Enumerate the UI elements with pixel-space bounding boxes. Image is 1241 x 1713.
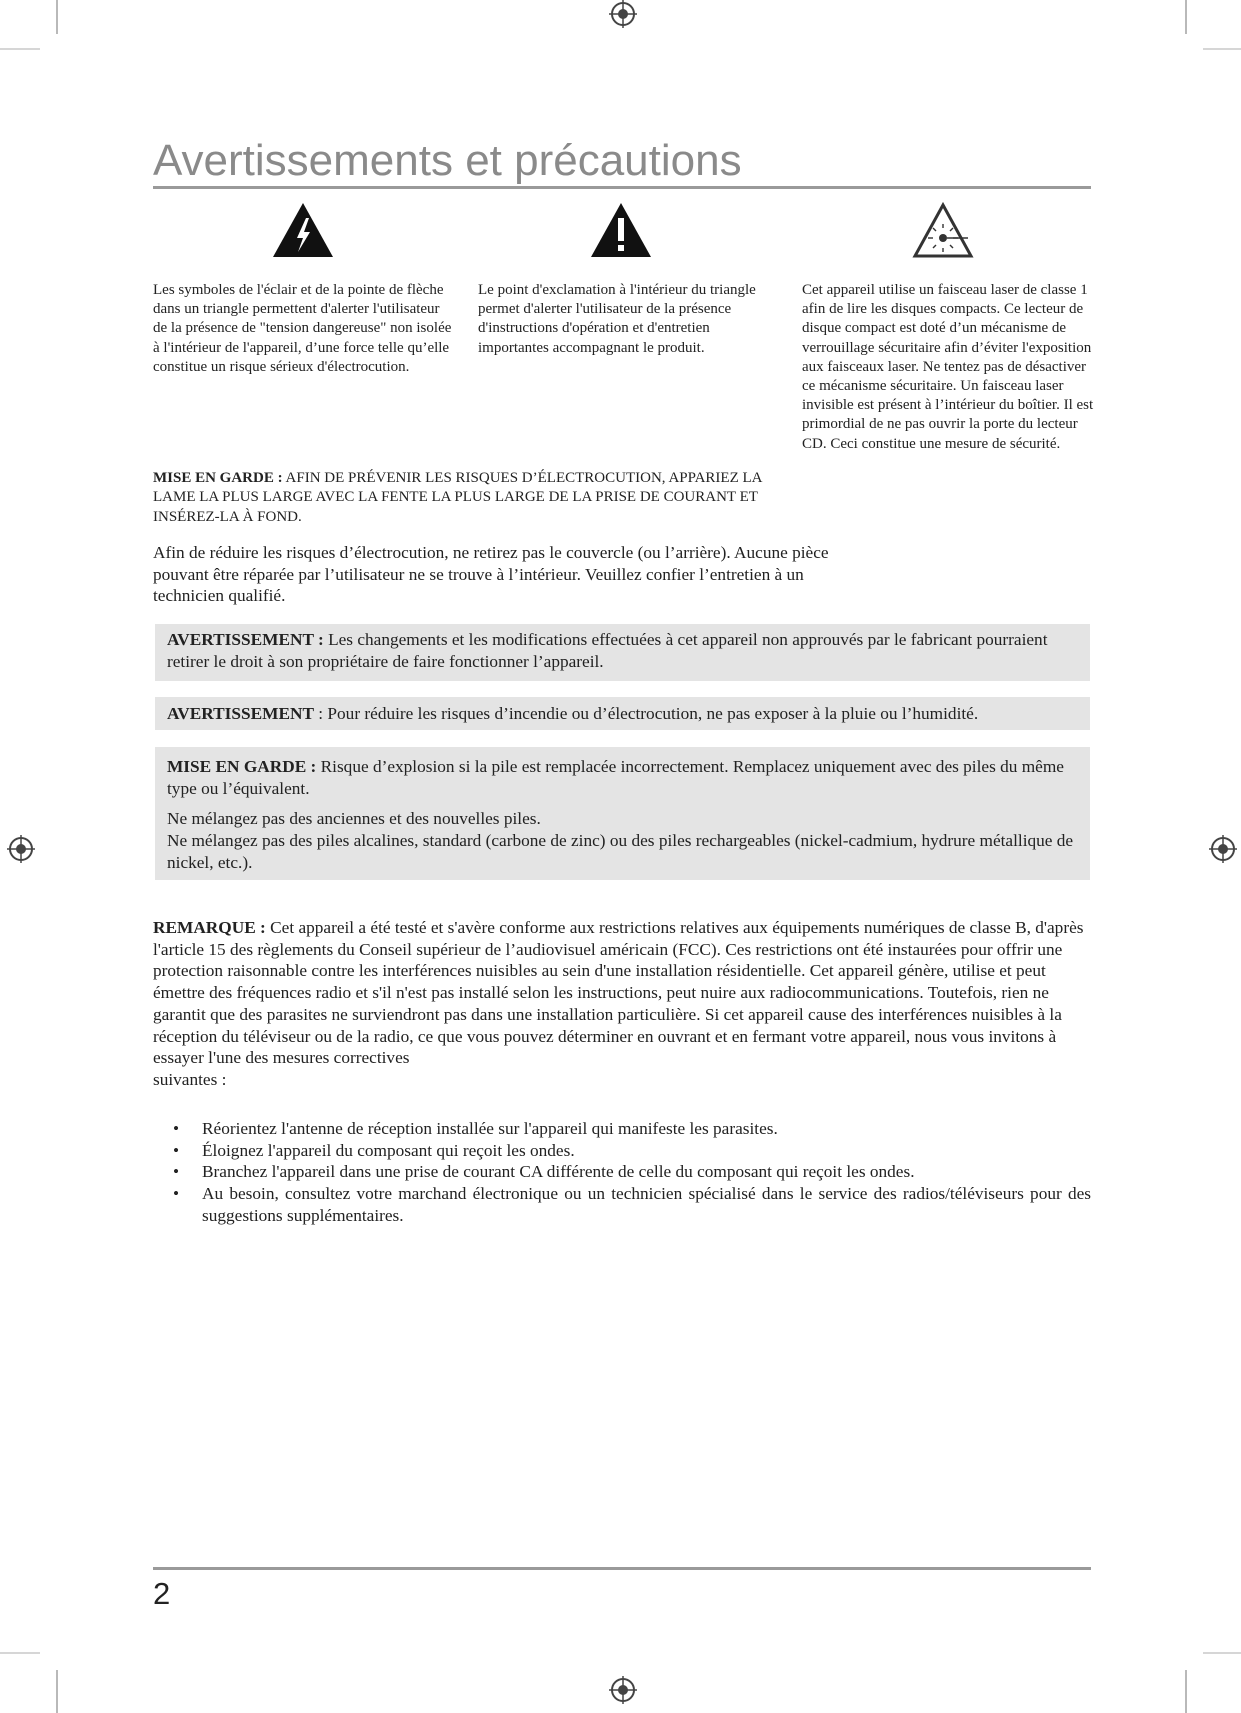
- laser-warning-icon: [910, 200, 976, 260]
- warning-modifications-label: AVERTISSEMENT :: [167, 630, 324, 649]
- registration-mark-icon: [606, 1672, 640, 1706]
- crop-mark: [1203, 48, 1241, 50]
- lightning-symbol-description: Les symboles de l'éclair et de la pointe de flèche dans un triangle permettent d'alerter l'utilisateur de la présence de "tension dangereuse" non isolée à l'intérieur de l'appareil, d’une force telle qu’elle constitue un risque sérieux d'électrocution.: [153, 282, 452, 375]
- warning-moisture-label: AVERTISSEMENT: [167, 704, 314, 723]
- lightning-warning-icon: [270, 200, 336, 260]
- page-title: Avertissements et précautions: [153, 136, 742, 185]
- registration-mark-icon: [1206, 832, 1240, 866]
- list-item: • Éloignez l'appareil du composant qui reçoit les ondes.: [173, 1140, 575, 1160]
- crop-mark: [0, 48, 40, 50]
- remark-text-end: suivantes :: [153, 1069, 227, 1089]
- remark-text: Cet appareil a été testé et s'avère conforme aux restrictions relatives aux équipements numériques de classe B, d'après l'article 15 des règlements du Conseil supérieur de l’audiovisuel américain (FCC). Ces restrictions ont été instaurées pour offrir une protection raisonnable contre les interférences nuisibles au sein d'une installation résidentielle. Cet appareil génère, utilise et peut émettre des fréquences radio et s'il n'est pas installé selon les instructions, peut nuire aux radiocommunications. Toutefois, rien ne garantit que des parasites ne surviendront pas dans une installation particulière. Si cet appareil cause des interférences nuisibles à la réception du téléviseur ou de la radio, ce que vous pouvez déterminer en ouvrant et en fermant votre appareil, nous vous invitons à essayer l'une des mesures correctives: [153, 918, 1084, 1068]
- list-item: • Réorientez l'antenne de réception installée sur l'appareil qui manifeste les parasites.: [173, 1119, 778, 1138]
- laser-symbol-description: Cet appareil utilise un faisceau laser de classe 1 afin de lire les disques compacts. Ce lecteur de disque compact est doté d’un mécanisme de verrouillage sécuritaire afin d’éviter l'exposition aux faisceaux laser. Ne tentez pas de désactiver ce mécanisme sécuritaire. Un faisceau laser invisible est présent à l’intérieur du boîtier. Il est primordial de ne pas ouvrir la porte du lecteur CD. Ceci constitue une mesure de sécurité.: [802, 282, 1094, 452]
- caution-plug-label: MISE EN GARDE :: [153, 470, 283, 486]
- registration-mark-icon: [606, 0, 640, 34]
- crop-mark: [1185, 1670, 1187, 1713]
- caution-battery-line2: Ne mélangez pas des anciennes et des nouvelles piles.: [167, 809, 541, 829]
- cover-paragraph: Afin de réduire les risques d’électrocution, ne retirez pas le couvercle (ou l’arrière). Aucune pièce pouvant être réparée par l’utilisateur ne se trouve à l’intérieur. Veuillez confier l’entretien à un technicien qualifié.: [153, 543, 829, 606]
- crop-mark: [0, 1652, 40, 1654]
- caution-battery-line3: Ne mélangez pas des piles alcalines, standard (carbone de zinc) ou des piles rechargeables (nickel-cadmium, hydrure métallique de nickel, etc.).: [167, 831, 1074, 872]
- exclamation-warning-icon: [588, 200, 654, 260]
- list-item: • Au besoin, consultez votre marchand électronique ou un technicien spécialisé dans le service des radios/téléviseurs pour des suggestions supplémentaires.: [173, 1184, 1091, 1225]
- crop-mark: [56, 0, 58, 34]
- page-number: 2: [153, 1576, 171, 1611]
- bullet-icon: •: [173, 1140, 180, 1160]
- list-item: • Branchez l'appareil dans une prise de courant CA différente de celle du composant qui reçoit les ondes.: [173, 1162, 915, 1182]
- footer-divider: [153, 1567, 1091, 1570]
- title-divider: [153, 186, 1091, 189]
- remark-label: REMARQUE :: [153, 918, 266, 937]
- crop-mark: [1203, 1652, 1241, 1654]
- bullet-icon: •: [173, 1119, 180, 1138]
- warning-modifications-text: Les changements et les modifications effectuées à cet appareil non approuvés par le fabricant pourraient retirer le droit à son propriétaire de faire fonctionner l’appareil.: [167, 630, 1048, 671]
- warning-moisture-text: : Pour réduire les risques d’incendie ou d’électrocution, ne pas exposer à la pluie ou l’humidité.: [313, 704, 979, 723]
- caution-battery-text: Risque d’explosion si la pile est remplacée incorrectement. Remplacez uniquement avec des piles du même type ou l’équivalent.: [167, 757, 1064, 798]
- crop-mark: [1185, 0, 1187, 34]
- warning-modifications-box: [155, 624, 1090, 681]
- bullet-icon: •: [173, 1162, 180, 1182]
- fcc-remark: [153, 917, 1091, 1091]
- registration-mark-icon: [4, 832, 38, 866]
- crop-mark: [56, 1670, 58, 1713]
- caution-battery-box: [155, 747, 1090, 880]
- bullet-icon: •: [173, 1184, 180, 1204]
- caution-plug-text: AFIN DE PRÉVENIR LES RISQUES D’ÉLECTROCUTION, APPARIEZ LA LAME LA PLUS LARGE AVEC LA FENTE LA PLUS LARGE DE LA PRISE DE COURANT ET INSÉREZ-LA À FOND.: [153, 470, 762, 525]
- corrective-measures-list: [153, 1118, 1091, 1227]
- caution-battery-label: MISE EN GARDE :: [167, 757, 317, 776]
- caution-plug: [153, 469, 773, 527]
- warning-moisture-box: [155, 697, 1090, 730]
- exclamation-symbol-description: Le point d'exclamation à l'intérieur du triangle permet d'alerter l'utilisateur de la présence d'instructions d'opération et d'entretien importantes accompagnant le produit.: [478, 282, 756, 356]
